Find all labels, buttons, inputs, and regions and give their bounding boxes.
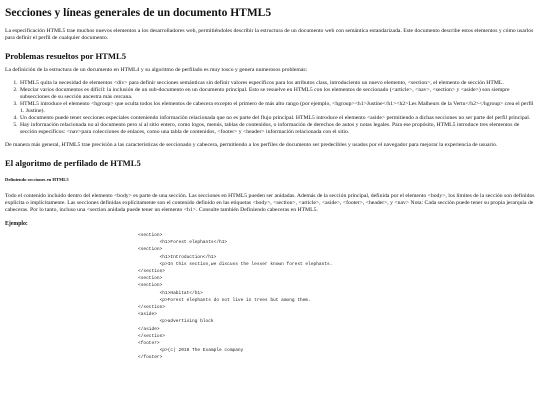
problems-heading: Problemas resueltos por HTML5	[5, 51, 127, 61]
example-code-block: <section> <h1>Forest elephants</h1> <section> <h1>Introduction</h1> <p>In this section,we discuss the lesser known forest elephants. </section> <section> <section> <h1>Habitat</h1> <p>Forest elephants do not live in trees but among them. </section> <aside> <p>advertising block </aside> </section> <footer> <p>(c) 2010 The Example company </footer>	[138, 233, 333, 361]
example-heading: Ejemplo:	[5, 221, 28, 227]
intro-paragraph: La especificación HTML5 trae muchos nuevos elementos a los desarrolladores web, permitiéndoles describir la estructura de un documento web con semántica estandarizada. Este documento describe estos elementos y cómo usarlos para definir el perfil de cualquier documento.	[5, 28, 534, 41]
conclusion-paragraph: De manera más general, HTML5 trae precisión a las características de seccionado y cabecera, permitiendo a los perfiles de documento ser predecibles y usados por el navegador para mejorar la experiencia de usuario.	[5, 142, 498, 148]
page-title: Secciones y líneas generales de un documento HTML5	[5, 7, 272, 19]
problems-list	[5, 80, 535, 136]
problem-item: 4. Un documento puede tener secciones especiales conteniendo información relacionada que no es parte del flujo principal. HTML5 introduce el elemento <aside> permitiendo a dichas secciones no ser parte del perfil principal.	[19, 115, 535, 122]
problem-item: 5. Hay información relacionada no al documento pero sí al sitio entero, como logos, menús, tablas de contenidos, o información de derechos de autos y notas legales. Para ese propósito, HTML5 introduce tres elementos de sección específicos: <nav>para colecciones de enlaces, como una tabla de contenidos, <footer> y <header> información relacionada con el sitio.	[19, 122, 535, 136]
problem-item: 1. HTML5 quita la necesidad de elementos <div> para definir secciones semánticas sin definir valores específicos para los atributos class, introduciento un nuevo elemento, <section>, el elemento de sección HTML.	[19, 80, 535, 87]
problems-intro: La definición de la estructura de un documento en HTML4 y su algoritmo de perfilado es muy tosco y genera numerosos problemas:	[5, 67, 308, 73]
algorithm-paragraph: Todo el contenido incluido dentro del elemento <body> es parte de una sección. Las secciones en HTML5 pueden ser anidadas. Además de la sección principal, definida por el elemento <body>, los límites de la sección son definidos explícita o implícitamente. Las secciones definidas explícitamente son el contenido definido en las etiquetas <body>, <section>, <article>, <aside>, <footer>, <header>, y <nav> Nota: Cada sección puede tener su propia jerarquía de cabeceras. Por lo tanto, incluso una <section anidada puede tener un elemento <h1>. Consulte también Definiendo cabeceras en HTML5.	[5, 193, 535, 213]
algorithm-heading: El algoritmo de perfilado de HTML5	[5, 158, 141, 168]
algorithm-subheading: Definiendo secciones en HTML5	[5, 177, 69, 182]
problem-item: 3. HTML5 introduce el elemento <hgroup> que oculta todos los elementos de cabecera excepto el primero de más alto rango (por ejemplo, <hgroup><h1>Justine</h1><h2>Les Malheurs de la Vertu</h2></hgroup> crea el perfil 1. Justine).	[19, 101, 535, 115]
problem-item: 2. Mezclar varios documentos es difícil: la inclusión de un sub-documento en un documento principal. Esto se resuelve en HTML5 con los elementos de seccionado (<article>, <nav>, <section> y <aside>) son siempre subsecciones de su sección ancestra más cercana.	[19, 87, 535, 101]
